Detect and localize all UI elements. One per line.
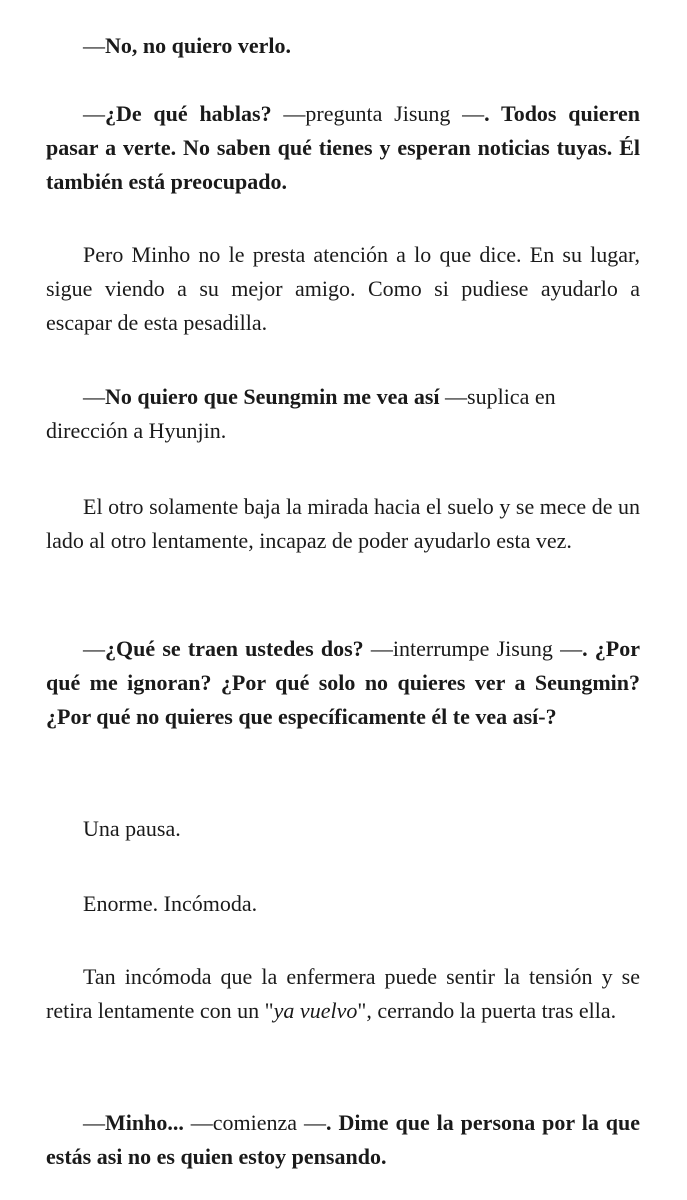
dialogue-text: No, no quiero verlo.: [105, 33, 291, 58]
narration-text: Una pausa.: [83, 816, 181, 841]
narration-text: El otro solamente baja la mirada hacia el suelo y se mece de un lado al otro lentamente, incapaz de poder ayudarlo esta vez.: [46, 494, 640, 553]
dialogue-text: ¿De qué hablas?: [105, 101, 272, 126]
dialogue-text: Minho...: [105, 1110, 184, 1135]
paragraph-3: [46, 238, 640, 340]
paragraph-5: [46, 490, 640, 558]
paragraph-4: [46, 380, 640, 448]
paragraph-6: [46, 632, 640, 734]
narration-text: Enorme. Incómoda.: [83, 891, 258, 916]
paragraph-1: [46, 29, 640, 63]
dialogue-text: ¿Qué se traen ustedes dos?: [105, 636, 364, 661]
narration-text: ", cerrando la puerta tras ella.: [357, 998, 617, 1023]
dialogue-dash: —: [83, 1110, 105, 1135]
narration-text: —suplica en dirección a Hyunjin.: [46, 384, 556, 443]
paragraph-9: [46, 960, 640, 1028]
dialogue-dash: —: [83, 101, 105, 126]
paragraph-8: [46, 887, 640, 921]
narration-text: —pregunta Jisung —: [271, 101, 485, 126]
paragraph-7: [46, 812, 640, 846]
narration-text: —interrumpe Jisung —: [363, 636, 583, 661]
narration-text: Pero Minho no le presta atención a lo que dice. En su lugar, sigue viendo a su mejor amigo. Como si pudiese ayudarlo a escapar de esta pesadilla.: [46, 242, 640, 335]
narration-text: Tan incómoda que la enfermera puede sentir la tensión y se retira lentamente con un ": [46, 964, 640, 1023]
dialogue-dash: —: [83, 636, 105, 661]
dialogue-text: No quiero que Seungmin me vea así: [105, 384, 440, 409]
paragraph-2: [46, 97, 640, 199]
dialogue-text: . ¿Por qué me ignoran? ¿Por qué solo no quieres ver a Seungmin? ¿Por qué no quieres que específicamente él te vea así-?: [46, 636, 640, 729]
dialogue-text: . Dime que la persona por la que estás asi no es quien estoy pensando.: [46, 1110, 640, 1169]
dialogue-text: . Todos quieren pasar a verte. No saben qué tienes y esperan noticias tuyas. Él también está preocupado.: [46, 101, 640, 194]
paragraph-10: [46, 1106, 640, 1174]
narration-text: —comienza —: [183, 1110, 327, 1135]
document-page: [46, 0, 640, 1200]
dialogue-dash: —: [83, 384, 105, 409]
dialogue-dash: —: [83, 33, 105, 58]
italic-text: ya vuelvo: [273, 998, 358, 1023]
